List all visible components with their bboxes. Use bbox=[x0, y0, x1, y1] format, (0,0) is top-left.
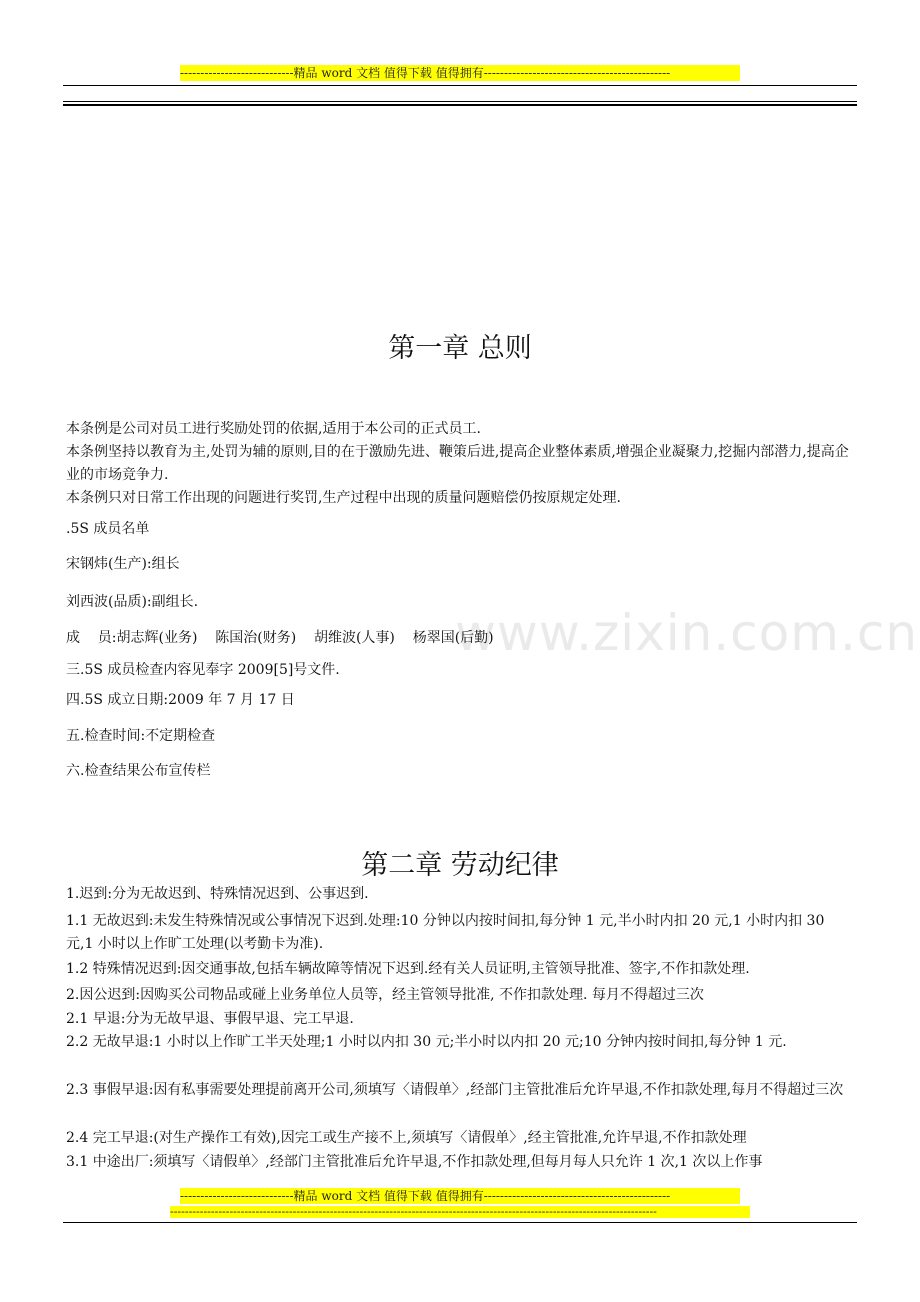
header-rule-thin bbox=[63, 85, 857, 86]
chapter2-paragraph: 3.1 中途出厂:须填写〈请假单〉,经部门主管批准后允许早退,不作扣款处理,但每月每人只允许 1 次,1 次以上作事 bbox=[66, 1154, 763, 1170]
list-item: 五.检查时间:不定期检查 bbox=[66, 728, 216, 744]
chapter1-title: 第一章 总则 bbox=[388, 333, 532, 364]
chapter2-paragraph: 2.4 完工早退:(对生产操作工有效),因完工或生产接不上,须填写〈请假单〉,经主管批准,允许早退,不作扣款处理 bbox=[66, 1130, 747, 1146]
list-item: 成 员:胡志辉(业务) 陈国治(财务) 胡维波(人事) 杨翠国(后勤) bbox=[66, 630, 494, 646]
list-item: 刘西波(品质):副组长. bbox=[66, 594, 199, 610]
footer-banner-secondary: ----------------------------------------------------------------------------------------------------------------------------------- bbox=[170, 1206, 750, 1218]
chapter2-paragraph: 2.3 事假早退:因有私事需要处理提前离开公司,须填写〈请假单〉,经部门主管批准后允许早退,不作扣款处理,每月不得超过三次 bbox=[66, 1082, 844, 1098]
chapter1-paragraph: 本条例是公司对员工进行奖励处罚的依据,适用于本公司的正式员工. bbox=[66, 421, 481, 437]
chapter2-paragraph: 2.2 无故早退:1 小时以上作旷工半天处理;1 小时以内扣 30 元;半小时以内扣 20 元;10 分钟内按时间扣,每分钟 1 元. bbox=[66, 1034, 787, 1050]
header-rule-upper bbox=[63, 101, 857, 102]
footer-banner: ----------------------------精品 word 文档 值得下载 值得拥有---------------------------------------------- bbox=[180, 1188, 740, 1204]
chapter1-paragraph: 本条例只对日常工作出现的问题进行奖罚,生产过程中出现的质量问题赔偿仍按原规定处理. bbox=[66, 490, 621, 506]
header-banner: ----------------------------精品 word 文档 值得下载 值得拥有---------------------------------------------- bbox=[180, 65, 740, 81]
header-rule-lower bbox=[63, 104, 857, 106]
footer-rule bbox=[63, 1222, 857, 1223]
chapter2-paragraph: 1.迟到:分为无故迟到、特殊情况迟到、公事迟到. bbox=[66, 886, 369, 902]
chapter2-paragraph: 1.1 无故迟到:未发生特殊情况或公事情况下迟到.处理:10 分钟以内按时间扣,每分钟 1 元,半小时内扣 20 元,1 小时内扣 30 元,1 小时以上作旷工处理(以考勤卡为准). bbox=[66, 913, 825, 952]
list-item: 四.5S 成立日期:2009 年 7 月 17 日 bbox=[66, 692, 295, 708]
list-item: 三.5S 成员检查内容见奉字 2009[5]号文件. bbox=[66, 662, 340, 678]
chapter1-paragraph: 本条例坚持以教育为主,处罚为辅的原则,目的在于激励先进、鞭策后进,提高企业整体素质,增强企业凝聚力,挖掘内部潜力,提高企业的市场竞争力. bbox=[66, 444, 849, 483]
watermark: www.zixin.com.cn bbox=[455, 604, 919, 662]
chapter2-title: 第二章 劳动纪律 bbox=[361, 850, 559, 881]
chapter2-paragraph: 2.1 早退:分为无故早退、事假早退、完工早退. bbox=[66, 1011, 354, 1027]
list-item: 宋钢炜(生产):组长 bbox=[66, 556, 180, 572]
list-item: .5S 成员名单 bbox=[66, 521, 150, 537]
chapter2-paragraph: 1.2 特殊情况迟到:因交通事故,包括车辆故障等情况下迟到.经有关人员证明,主管领导批准、签字,不作扣款处理. bbox=[66, 961, 750, 977]
list-item: 六.检查结果公布宣传栏 bbox=[66, 763, 211, 779]
chapter2-paragraph: 2.因公迟到:因购买公司物品或碰上业务单位人员等，经主管领导批准, 不作扣款处理. 每月不得超过三次 bbox=[66, 987, 704, 1003]
